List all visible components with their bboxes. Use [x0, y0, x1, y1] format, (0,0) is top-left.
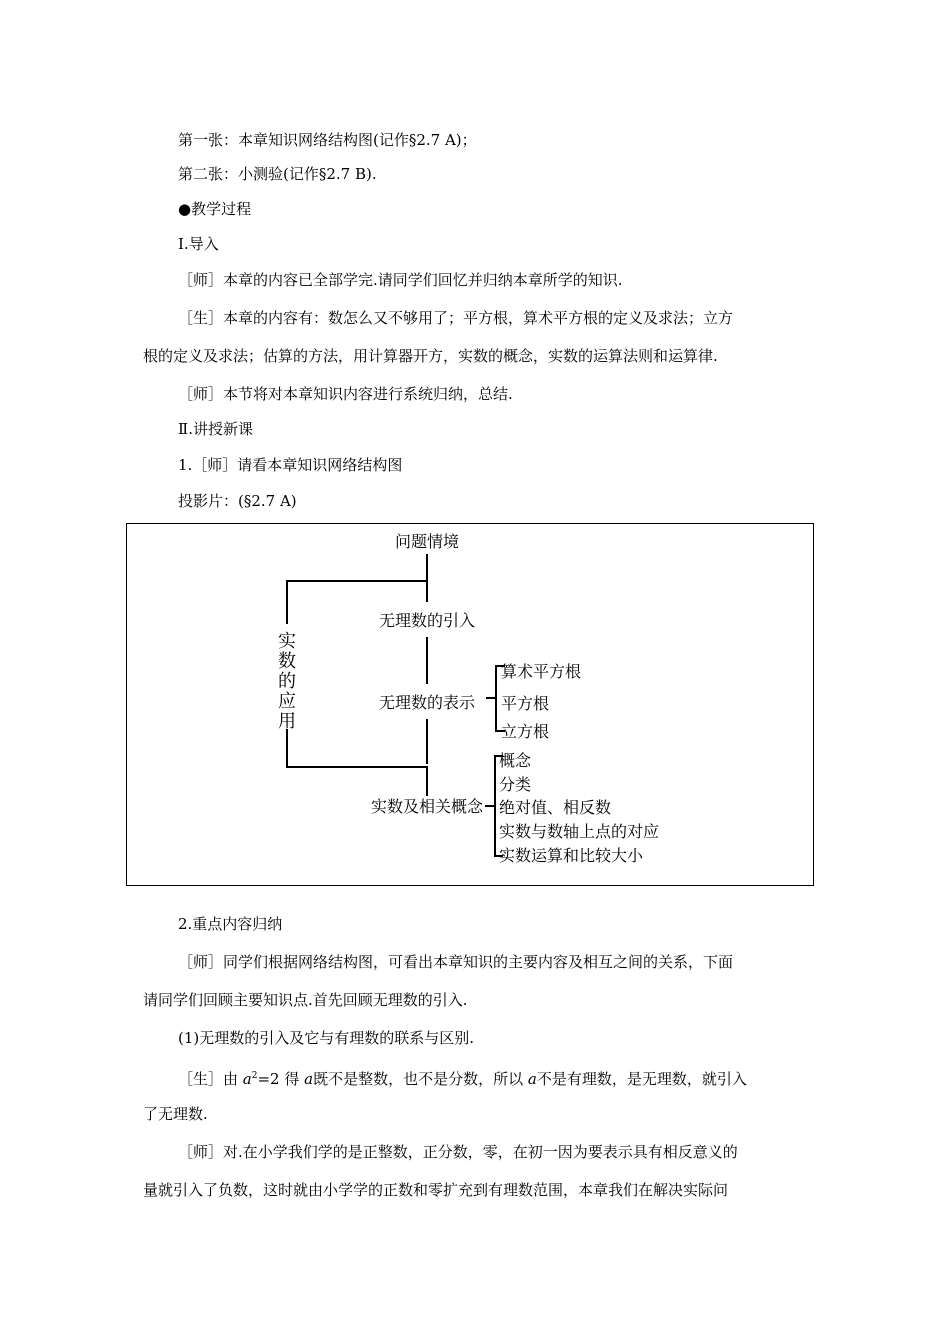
side-label-char: 的 — [278, 671, 296, 692]
student-2-prefix: ［生］由 — [178, 1070, 243, 1088]
concept-item: 概念 — [499, 751, 532, 770]
concept-item: 实数运算和比较大小 — [499, 846, 644, 865]
section-heading-new-lesson: Ⅱ.讲授新课 — [178, 420, 253, 438]
node-real-number-concepts: 实数及相关概念 — [370, 797, 484, 816]
paragraph-teacher-4-cont: 量就引入了负数，这时就由小学学的正数和零扩充到有理数范围，本章我们在解决实际问 — [143, 1181, 729, 1199]
paragraph-materials-1: 第一张：本章知识网络结构图(记作§2.7 A)； — [178, 131, 477, 149]
rep-item-arithmetic-square-root: 算术平方根 — [501, 662, 582, 681]
variable-a: a — [304, 1070, 314, 1088]
diagram-root-label: 问题情境 — [394, 532, 460, 551]
exponent: 2 — [251, 1071, 258, 1081]
paragraph-teacher-3: ［师］同学们根据网络结构图，可看出本章知识的主要内容及相互之间的关系，下面 — [178, 953, 734, 971]
paragraph-teacher-2: ［师］本节将对本章知识内容进行系统归纳，总结. — [178, 385, 513, 403]
application-loop-bottom — [287, 729, 427, 767]
rep-item-cube-root: 立方根 — [501, 722, 550, 741]
side-label-vertical — [278, 631, 296, 732]
section-heading-process: ●教学过程 — [178, 200, 252, 218]
side-label-char: 应 — [278, 691, 296, 712]
paragraph-slide-label: 投影片：(§2.7 A) — [178, 492, 297, 510]
concept-item: 绝对值、相反数 — [499, 798, 612, 817]
paragraph-student-1: ［生］本章的内容有：数怎么又不够用了；平方根，算术平方根的定义及求法；立方 — [178, 309, 734, 327]
student-2-mid2: 既不是整数，也不是分数，所以 — [313, 1070, 528, 1088]
variable-a: a — [242, 1070, 252, 1088]
side-label-char: 用 — [278, 711, 296, 732]
paragraph-materials-2: 第二张：小测验(记作§2.7 B). — [178, 165, 377, 183]
paragraph-student-2-cont: 了无理数. — [143, 1105, 208, 1123]
concept-item: 分类 — [499, 775, 532, 794]
variable-a: a — [527, 1070, 537, 1088]
node-irrational-representation: 无理数的表示 — [378, 693, 476, 712]
paragraph-teacher-1: ［师］本章的内容已全部学完.请同学们回忆并归纳本章所学的知识. — [178, 271, 623, 289]
paragraph-teacher-4: ［师］对.在小学我们学的是正整数，正分数，零，在初一因为要表示具有相反意义的 — [178, 1143, 738, 1161]
node-irrational-introduction: 无理数的引入 — [378, 611, 476, 630]
section-heading-key-points: 2.重点内容归纳 — [178, 915, 283, 933]
section-heading-intro: Ⅰ.导入 — [178, 235, 219, 253]
paragraph-teacher-3-cont: 请同学们回顾主要知识点.首先回顾无理数的引入. — [143, 991, 468, 1009]
rep-item-square-root: 平方根 — [501, 694, 550, 713]
knowledge-structure-diagram — [126, 523, 814, 886]
paragraph-item-1: 1.［师］请看本章知识网络结构图 — [178, 456, 403, 474]
paragraph-student-2 — [178, 1066, 747, 1089]
concept-item: 实数与数轴上点的对应 — [499, 822, 660, 841]
student-2-suffix: 不是有理数，是无理数，就引入 — [536, 1070, 747, 1088]
side-label-char: 数 — [278, 651, 296, 672]
diagram-canvas — [127, 524, 815, 887]
side-label-char: 实 — [278, 631, 296, 652]
student-2-mid1: =2 得 — [257, 1070, 305, 1088]
paragraph-subitem-1: (1)无理数的引入及它与有理数的联系与区别. — [178, 1029, 475, 1047]
paragraph-student-1-cont: 根的定义及求法；估算的方法，用计算器开方，实数的概念，实数的运算法则和运算律. — [143, 347, 718, 365]
